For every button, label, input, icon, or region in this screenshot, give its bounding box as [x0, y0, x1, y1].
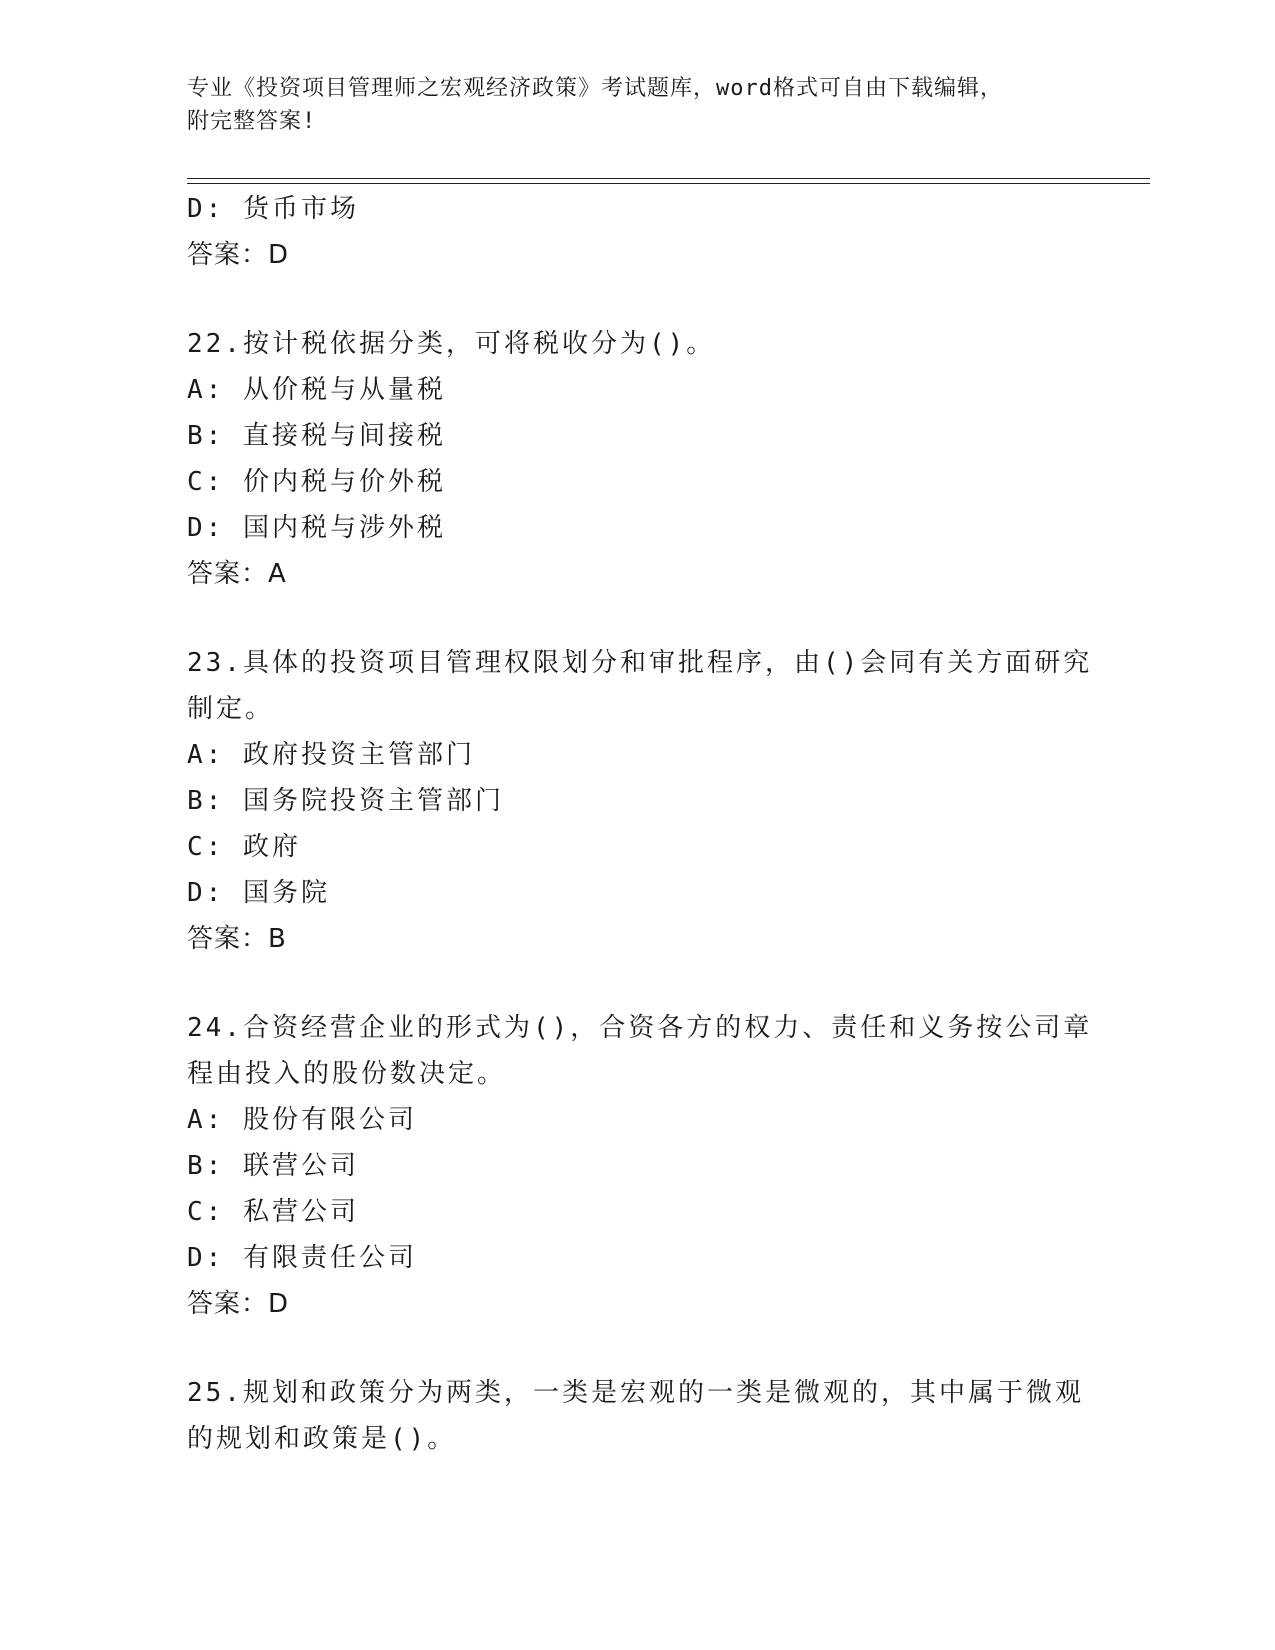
- answer-line: 答案：A: [187, 559, 287, 589]
- option-a: A: 从价税与从量税: [187, 375, 446, 405]
- answer-line: 答案：D: [187, 240, 290, 270]
- carry-over-block: [187, 186, 1067, 278]
- question-text-line-1: 23.具体的投资项目管理权限划分和审批程序，由()会同有关方面研究: [187, 648, 1093, 678]
- question-22: [187, 321, 1067, 597]
- header-line-1: 专业《投资项目管理师之宏观经济政策》考试题库，word格式可自由下载编辑，: [187, 76, 1003, 101]
- header-line-2: 附完整答案!: [187, 109, 317, 134]
- option-d: D: 货币市场: [187, 194, 359, 224]
- answer-line: 答案：D: [187, 1289, 290, 1319]
- question-text-line-1: 24.合资经营企业的形式为()，合资各方的权力、责任和义务按公司章: [187, 1013, 1093, 1043]
- question-text-line-2: 的规划和政策是()。: [187, 1424, 457, 1454]
- option-d: D: 国务院: [187, 878, 330, 908]
- question-23: [187, 640, 1093, 962]
- option-d: D: 有限责任公司: [187, 1243, 417, 1273]
- option-c: C: 私营公司: [187, 1197, 359, 1227]
- option-c: C: 价内税与价外税: [187, 467, 446, 497]
- option-b: B: 国务院投资主管部门: [187, 786, 504, 816]
- option-b: B: 联营公司: [187, 1151, 359, 1181]
- option-a: A: 股份有限公司: [187, 1105, 417, 1135]
- question-text: 22.按计税依据分类，可将税收分为()。: [187, 329, 716, 359]
- question-text-line-2: 制定。: [187, 694, 275, 724]
- question-content: [187, 186, 1093, 1462]
- answer-line: 答案：B: [187, 924, 287, 954]
- document-header: [187, 72, 1067, 138]
- option-a: A: 政府投资主管部门: [187, 740, 475, 770]
- question-text-line-2: 程由投入的股份数决定。: [187, 1059, 507, 1089]
- header-divider-bottom: [187, 183, 1150, 184]
- option-c: C: 政府: [187, 832, 301, 862]
- question-25: [187, 1370, 1084, 1462]
- option-b: B: 直接税与间接税: [187, 421, 446, 451]
- header-divider-top: [187, 178, 1150, 179]
- question-text-line-1: 25.规划和政策分为两类，一类是宏观的一类是微观的，其中属于微观: [187, 1378, 1084, 1408]
- question-24: [187, 1005, 1093, 1327]
- option-d: D: 国内税与涉外税: [187, 513, 446, 543]
